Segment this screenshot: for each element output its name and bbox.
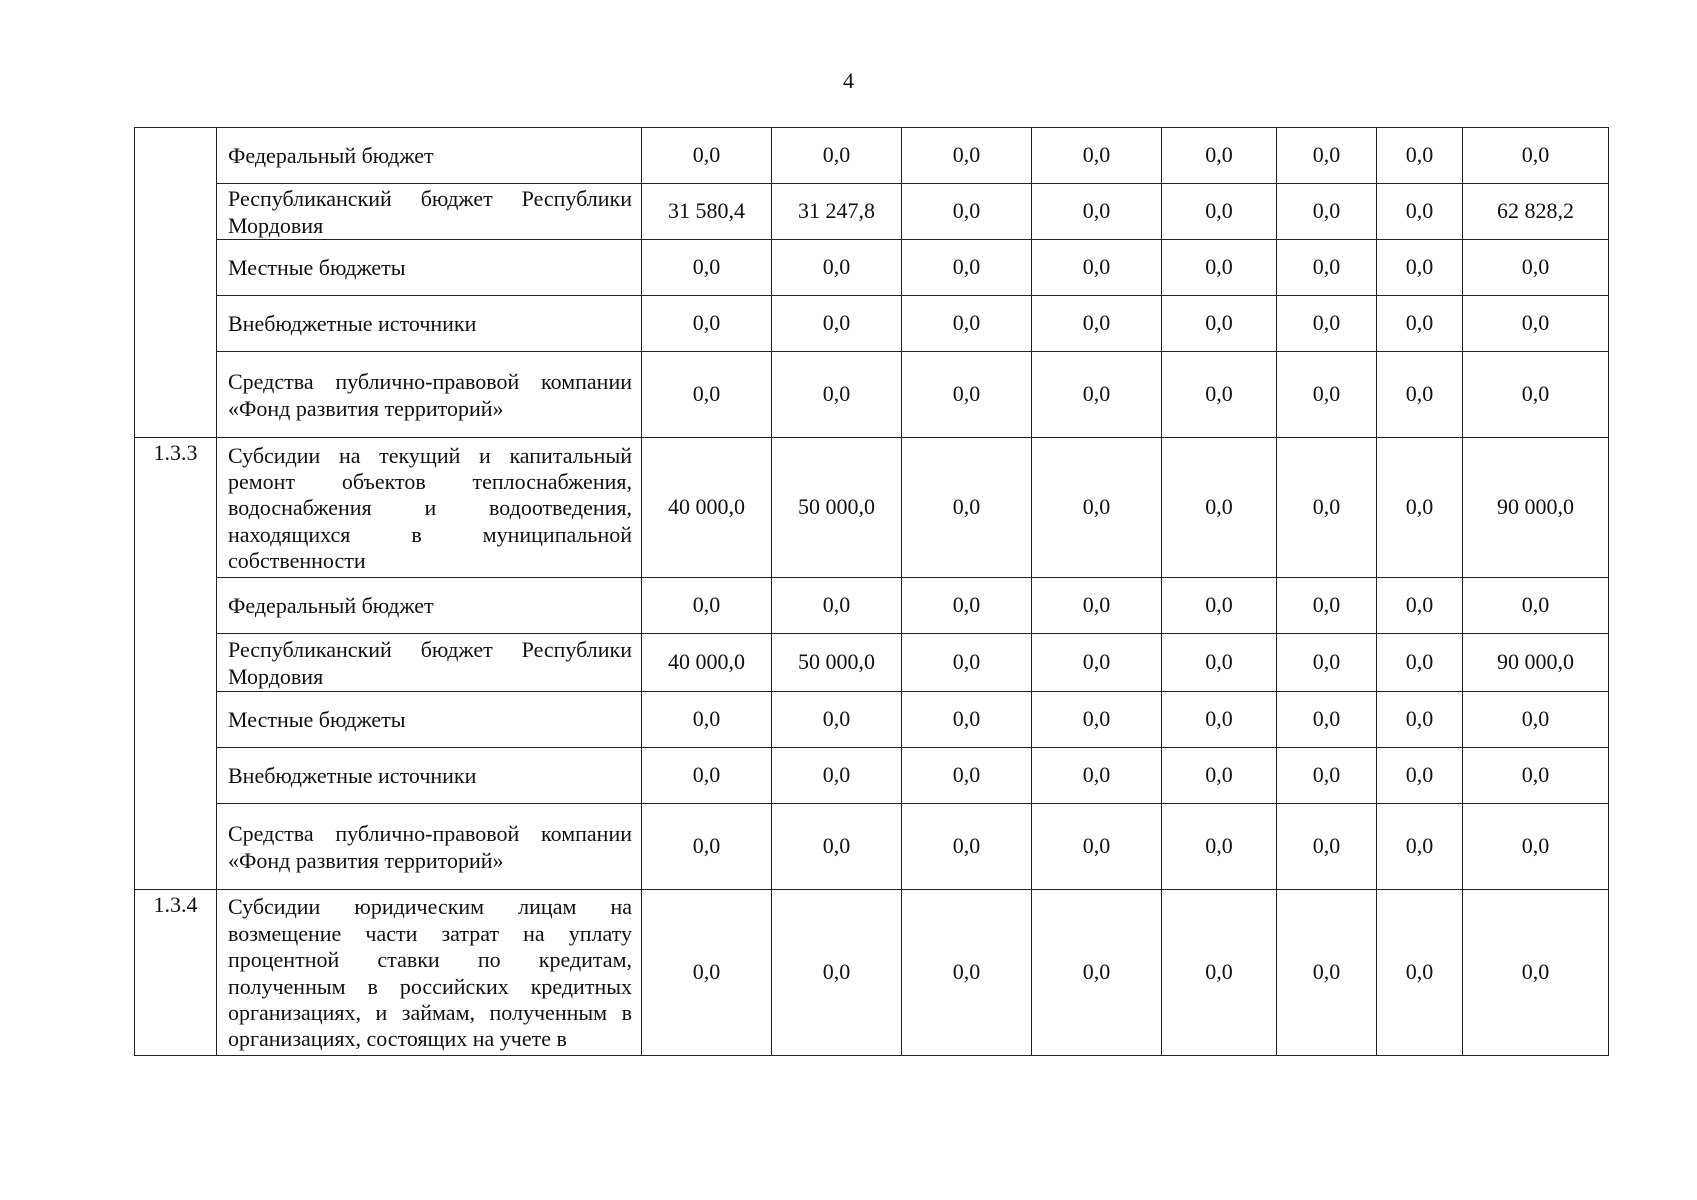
value-cell: 0,0	[1377, 352, 1463, 438]
value-cell: 0,0	[902, 128, 1032, 184]
value-cell: 31 247,8	[772, 184, 902, 240]
value-cell: 0,0	[902, 296, 1032, 352]
value-cell: 0,0	[1162, 578, 1277, 634]
row-label: Республиканский бюджет Республики Мордовия	[217, 634, 642, 692]
value-cell: 0,0	[1277, 634, 1377, 692]
value-cell: 0,0	[1032, 438, 1162, 578]
table-row	[135, 804, 1609, 890]
row-code: 1.3.3	[135, 438, 217, 890]
value-cell: 0,0	[1277, 240, 1377, 296]
row-code	[135, 128, 217, 438]
value-cell: 50 000,0	[772, 634, 902, 692]
value-cell: 0,0	[642, 890, 772, 1056]
table-row	[135, 184, 1609, 240]
value-cell: 0,0	[1463, 296, 1609, 352]
value-cell: 0,0	[1277, 184, 1377, 240]
row-code: 1.3.4	[135, 890, 217, 1056]
value-cell: 0,0	[1032, 692, 1162, 748]
value-cell: 0,0	[1032, 184, 1162, 240]
table-row	[135, 296, 1609, 352]
row-label: Средства публично-правовой компании «Фонд развития территорий»	[217, 352, 642, 438]
value-cell: 0,0	[642, 748, 772, 804]
value-cell: 0,0	[772, 890, 902, 1056]
value-cell: 0,0	[902, 634, 1032, 692]
value-cell: 0,0	[1277, 438, 1377, 578]
row-label: Субсидии на текущий и капитальный ремонт объектов теплоснабжения, водоснабжения и водоотведения, находящихся в муниципальной собственности	[217, 438, 642, 578]
value-cell: 0,0	[1377, 296, 1463, 352]
value-cell: 0,0	[1032, 296, 1162, 352]
value-cell: 0,0	[642, 804, 772, 890]
table-row	[135, 240, 1609, 296]
value-cell: 0,0	[1162, 352, 1277, 438]
value-cell: 0,0	[772, 748, 902, 804]
table-row	[135, 438, 1609, 578]
value-cell: 0,0	[1162, 804, 1277, 890]
table-row	[135, 890, 1609, 1056]
value-cell: 0,0	[1377, 804, 1463, 890]
value-cell: 0,0	[1277, 352, 1377, 438]
table-row	[135, 128, 1609, 184]
row-label: Внебюджетные источники	[217, 296, 642, 352]
value-cell: 0,0	[1463, 804, 1609, 890]
value-cell: 0,0	[642, 240, 772, 296]
row-label: Местные бюджеты	[217, 240, 642, 296]
value-cell: 0,0	[902, 352, 1032, 438]
value-cell: 0,0	[1277, 296, 1377, 352]
row-label: Республиканский бюджет Республики Мордовия	[217, 184, 642, 240]
value-cell: 0,0	[902, 748, 1032, 804]
value-cell: 0,0	[1162, 240, 1277, 296]
value-cell: 0,0	[772, 578, 902, 634]
value-cell: 0,0	[642, 692, 772, 748]
value-cell: 0,0	[1277, 128, 1377, 184]
value-cell: 0,0	[642, 352, 772, 438]
value-cell: 0,0	[902, 890, 1032, 1056]
value-cell: 0,0	[1277, 890, 1377, 1056]
value-cell: 0,0	[1277, 804, 1377, 890]
value-cell: 31 580,4	[642, 184, 772, 240]
value-cell: 0,0	[1162, 890, 1277, 1056]
value-cell: 0,0	[1277, 692, 1377, 748]
value-cell: 0,0	[1032, 804, 1162, 890]
value-cell: 62 828,2	[1463, 184, 1609, 240]
value-cell: 0,0	[1463, 578, 1609, 634]
row-label: Федеральный бюджет	[217, 128, 642, 184]
value-cell: 0,0	[1032, 352, 1162, 438]
value-cell: 0,0	[1162, 438, 1277, 578]
table-row	[135, 634, 1609, 692]
value-cell: 0,0	[642, 128, 772, 184]
value-cell: 0,0	[1162, 748, 1277, 804]
value-cell: 0,0	[772, 804, 902, 890]
value-cell: 0,0	[772, 128, 902, 184]
value-cell: 0,0	[1377, 128, 1463, 184]
value-cell: 0,0	[642, 296, 772, 352]
value-cell: 0,0	[1377, 240, 1463, 296]
value-cell: 90 000,0	[1463, 634, 1609, 692]
value-cell: 0,0	[772, 692, 902, 748]
value-cell: 40 000,0	[642, 438, 772, 578]
value-cell: 0,0	[902, 438, 1032, 578]
value-cell: 0,0	[1032, 890, 1162, 1056]
page-number: 4	[843, 68, 854, 93]
value-cell: 0,0	[1463, 128, 1609, 184]
value-cell: 0,0	[642, 578, 772, 634]
row-label: Местные бюджеты	[217, 692, 642, 748]
row-label: Субсидии юридическим лицам на возмещение части затрат на уплату процентной ставки по кредитам, полученным в российских кредитных организациях, и займам, полученным в организациях, состоящих на учете в	[217, 890, 642, 1056]
value-cell: 0,0	[1377, 634, 1463, 692]
value-cell: 0,0	[1162, 692, 1277, 748]
value-cell: 0,0	[1162, 296, 1277, 352]
value-cell: 0,0	[1277, 578, 1377, 634]
row-label: Федеральный бюджет	[217, 578, 642, 634]
budget-table	[134, 127, 1609, 1056]
value-cell: 0,0	[1162, 184, 1277, 240]
value-cell: 0,0	[1162, 634, 1277, 692]
value-cell: 0,0	[902, 184, 1032, 240]
row-label: Внебюджетные источники	[217, 748, 642, 804]
value-cell: 0,0	[1377, 184, 1463, 240]
value-cell: 0,0	[1277, 748, 1377, 804]
value-cell: 90 000,0	[1463, 438, 1609, 578]
value-cell: 0,0	[902, 240, 1032, 296]
value-cell: 0,0	[1032, 748, 1162, 804]
value-cell: 0,0	[902, 804, 1032, 890]
value-cell: 0,0	[1377, 438, 1463, 578]
value-cell: 0,0	[1463, 692, 1609, 748]
row-label: Средства публично-правовой компании «Фонд развития территорий»	[217, 804, 642, 890]
value-cell: 0,0	[772, 296, 902, 352]
value-cell: 0,0	[1032, 634, 1162, 692]
value-cell: 50 000,0	[772, 438, 902, 578]
table-row	[135, 748, 1609, 804]
value-cell: 0,0	[772, 240, 902, 296]
value-cell: 0,0	[772, 352, 902, 438]
value-cell: 0,0	[1463, 890, 1609, 1056]
value-cell: 0,0	[1463, 352, 1609, 438]
value-cell: 0,0	[1032, 128, 1162, 184]
value-cell: 0,0	[902, 578, 1032, 634]
value-cell: 0,0	[1377, 748, 1463, 804]
value-cell: 0,0	[1162, 128, 1277, 184]
table-row	[135, 352, 1609, 438]
table-row	[135, 692, 1609, 748]
value-cell: 0,0	[902, 692, 1032, 748]
value-cell: 0,0	[1377, 890, 1463, 1056]
value-cell: 0,0	[1032, 578, 1162, 634]
value-cell: 0,0	[1463, 748, 1609, 804]
value-cell: 0,0	[1463, 240, 1609, 296]
value-cell: 0,0	[1032, 240, 1162, 296]
value-cell: 0,0	[1377, 692, 1463, 748]
value-cell: 40 000,0	[642, 634, 772, 692]
value-cell: 0,0	[1377, 578, 1463, 634]
table-row	[135, 578, 1609, 634]
